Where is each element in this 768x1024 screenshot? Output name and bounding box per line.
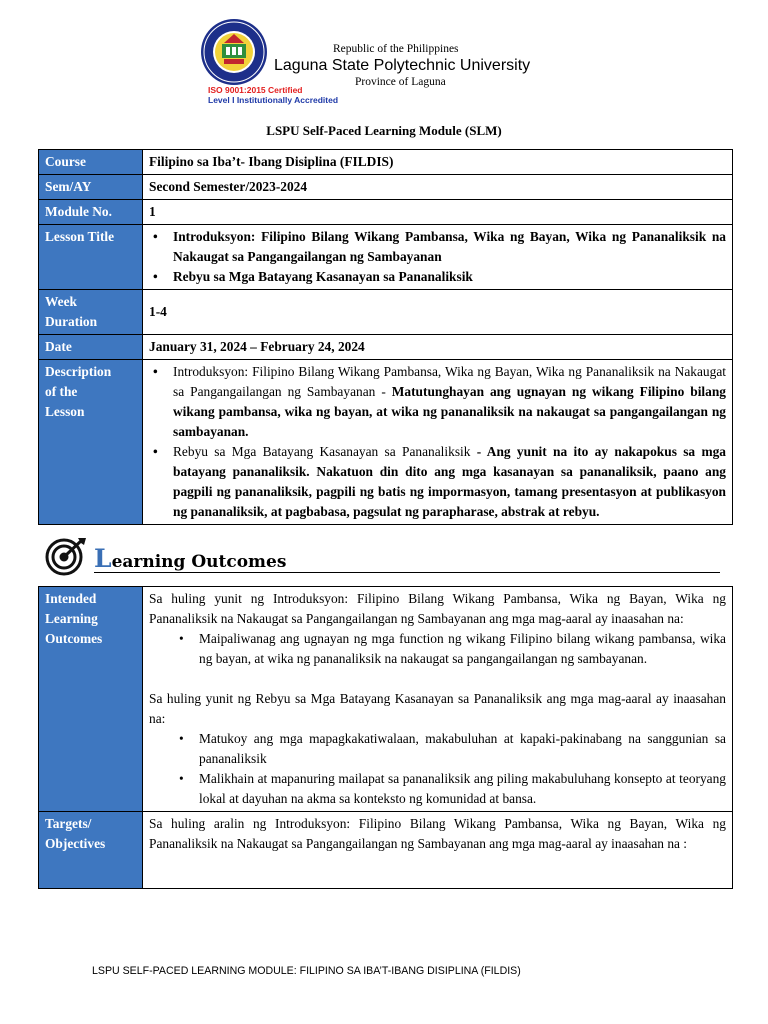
course-value: Filipino sa Iba’t- Ibang Disiplina (FILDIS) bbox=[143, 150, 733, 175]
lesson-item: • Rebyu sa Mga Batayang Kasanayan sa Pananaliksik bbox=[149, 267, 726, 287]
week-duration-value: 1-4 bbox=[143, 290, 733, 335]
targets-label-line: Targets/ bbox=[45, 816, 92, 831]
week-label-line: Week bbox=[45, 294, 77, 309]
heading-underline bbox=[94, 572, 720, 573]
heading-initial: L bbox=[94, 544, 112, 573]
description-label-line: Description bbox=[45, 364, 112, 379]
targets-label bbox=[39, 812, 143, 889]
ilo-intro: Sa huling yunit ng Rebyu sa Mga Batayang Kasanayan sa Pananaliksik ang mga mag-aaral ay inaasahan na: bbox=[149, 691, 726, 726]
duration-label-line: Duration bbox=[45, 314, 98, 329]
ilo-item: • Matukoy ang mga mapagkakatiwalaan, makabuluhan at kapaki-pakinabang na sanggunian sa pananaliksik bbox=[149, 729, 726, 769]
sem-label: Sem/AY bbox=[39, 175, 143, 200]
table-row bbox=[39, 812, 733, 889]
description-label-line: of the bbox=[45, 384, 78, 399]
ilo-item: • Malikhain at mapanuring mailapat sa pananaliksik ang piling makabuluhang konsepto at teoryang lokal at dayuhan na akma sa konteksto ng komunidad at bansa. bbox=[149, 769, 726, 809]
table-row bbox=[39, 175, 733, 200]
page-footer: LSPU SELF-PACED LEARNING MODULE: FILIPINO SA IBA’T-IBANG DISIPLINA (FILDIS) bbox=[92, 965, 521, 977]
module-title: LSPU Self-Paced Learning Module (SLM) bbox=[266, 123, 502, 138]
province-line: Province of Laguna bbox=[355, 76, 446, 88]
objectives-label-line: Objectives bbox=[45, 836, 106, 851]
ilo-content bbox=[143, 587, 733, 812]
ilo-item: • Maipaliwanag ang ugnayan ng mga function ng wikang Filipino bilang wikang pambansa, wika ng bayan, at wika ng pananaliksik na nakaugat sa pangangailangan ng sambayanan. bbox=[149, 629, 726, 669]
lesson-title-value bbox=[143, 225, 733, 290]
ilo-label bbox=[39, 587, 143, 812]
description-item bbox=[149, 442, 726, 522]
ilo-label-line: Learning bbox=[45, 611, 98, 626]
date-label: Date bbox=[39, 335, 143, 360]
heading-rest: earning Outcomes bbox=[111, 552, 287, 572]
iso-certification: ISO 9001:2015 Certified bbox=[208, 85, 303, 95]
lesson-item: • Introduksyon: Filipino Bilang Wikang Pambansa, Wika ng Bayan, Wika ng Pananaliksik na Nakaugat sa Pangangailangan ng Sambayanan bbox=[149, 227, 726, 267]
description-bold-text: - Ang yunit na ito ay nakapokus sa mga batayang pananaliksik. Nakatuon din dito ang mga kasanayan sa pananaliksik, paano ang pagpili ng pananaliksik, pagpili ng batis ng impormasyon, tamang presentasyon at publikasyon ng pananaliksik, at pagbabasa, pagsulat ng parapharase, abstrak at rebyu. bbox=[173, 444, 726, 519]
learning-outcomes-title bbox=[94, 544, 286, 573]
description-value bbox=[143, 360, 733, 525]
description-label bbox=[39, 360, 143, 525]
document-header bbox=[0, 0, 768, 115]
table-row bbox=[39, 360, 733, 525]
week-duration-label bbox=[39, 290, 143, 335]
table-row bbox=[39, 200, 733, 225]
date-value: January 31, 2024 – February 24, 2024 bbox=[143, 335, 733, 360]
description-bold-text: Matutunghayan ang ugnayan ng wikang Filipino bilang wikang pambansa, wika ng bayan, at wika ng pananaliksik na nakaugat sa pangangailangan ng sambayanan. bbox=[173, 384, 726, 439]
republic-line: Republic of the Philippines bbox=[333, 43, 459, 55]
lesson-title-label: Lesson Title bbox=[39, 225, 143, 290]
learning-outcomes-heading bbox=[44, 536, 684, 578]
university-seal-logo bbox=[200, 18, 268, 86]
course-label: Course bbox=[39, 150, 143, 175]
ilo-intro: Sa huling yunit ng Introduksyon: Filipino Bilang Wikang Pambansa, Wika ng Bayan, Wika ng Pananaliksik na Nakaugat sa Pangangailangan ng Sambayanan ang mga mag-aaral ay inaasahan na: bbox=[149, 591, 726, 626]
accreditation-line: Level I Institutionally Accredited bbox=[208, 95, 339, 105]
table-row bbox=[39, 225, 733, 290]
table-row bbox=[39, 150, 733, 175]
description-label-line: Lesson bbox=[45, 404, 85, 419]
sem-value: Second Semester/2023-2024 bbox=[143, 175, 733, 200]
university-name: Laguna State Polytechnic University bbox=[274, 57, 531, 74]
description-item bbox=[149, 362, 726, 442]
targets-content bbox=[143, 812, 733, 889]
module-info-table bbox=[38, 149, 733, 525]
ilo-label-line: Intended bbox=[45, 591, 97, 606]
module-no-label: Module No. bbox=[39, 200, 143, 225]
description-text: Rebyu sa Mga Batayang Kasanayan sa Pananaliksik bbox=[173, 444, 477, 459]
target-icon bbox=[44, 536, 88, 576]
table-row bbox=[39, 290, 733, 335]
outcomes-table bbox=[38, 586, 733, 889]
description-text: Introduksyon: Filipino Bilang Wikang Pambansa, Wika ng Bayan, Wika ng Pananaliksik na Nakaugat sa Pangangailangan ng Sambayanan - bbox=[173, 364, 726, 399]
module-no-value: 1 bbox=[143, 200, 733, 225]
ilo-label-line: Outcomes bbox=[45, 631, 103, 646]
table-row bbox=[39, 335, 733, 360]
table-row bbox=[39, 587, 733, 812]
targets-text: Sa huling aralin ng Introduksyon: Filipino Bilang Wikang Pambansa, Wika ng Bayan, Wika ng Pananaliksik na Nakaugat sa Pangangailangan ng Sambayanan ang mga mag-aaral ay inaasahan na : bbox=[149, 816, 726, 851]
